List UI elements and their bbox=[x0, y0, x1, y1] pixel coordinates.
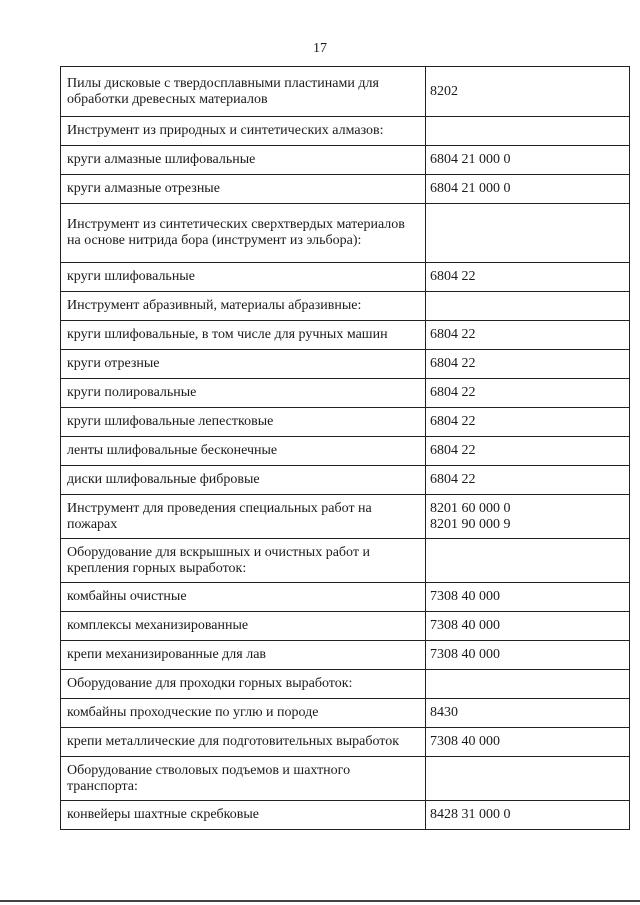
product-name-cell: круги полировальные bbox=[61, 379, 426, 408]
table-row bbox=[61, 204, 630, 263]
goods-table-body bbox=[61, 67, 630, 830]
product-name-cell: диски шлифовальные фибровые bbox=[61, 466, 426, 495]
product-name-cell: круги шлифовальные, в том числе для ручных машин bbox=[61, 321, 426, 350]
tnved-code-cell bbox=[426, 539, 630, 583]
tnved-code-cell: 7308 40 000 bbox=[426, 728, 630, 757]
tnved-code-cell: 8428 31 000 0 bbox=[426, 801, 630, 830]
table-row bbox=[61, 146, 630, 175]
tnved-code-cell: 7308 40 000 bbox=[426, 612, 630, 641]
table-row bbox=[61, 466, 630, 495]
table-row bbox=[61, 699, 630, 728]
table-row bbox=[61, 583, 630, 612]
product-name-cell: Инструмент для проведения специальных работ на пожарах bbox=[61, 495, 426, 539]
product-name-cell: Оборудование для вскрышных и очистных работ и крепления горных выработок: bbox=[61, 539, 426, 583]
table-row bbox=[61, 175, 630, 204]
product-name-cell: комплексы механизированные bbox=[61, 612, 426, 641]
tnved-code-cell: 6804 22 bbox=[426, 350, 630, 379]
tnved-code-cell: 8202 bbox=[426, 67, 630, 117]
tnved-code-cell bbox=[426, 117, 630, 146]
product-name-cell: Инструмент из синтетических сверхтвердых материалов на основе нитрида бора (инструмент из эльбора): bbox=[61, 204, 426, 263]
table-row bbox=[61, 350, 630, 379]
tnved-code-cell: 6804 22 bbox=[426, 263, 630, 292]
page-bottom-edge bbox=[0, 900, 640, 902]
tnved-code-cell: 6804 21 000 0 bbox=[426, 175, 630, 204]
table-row bbox=[61, 67, 630, 117]
tnved-code-cell bbox=[426, 292, 630, 321]
product-name-cell: Инструмент из природных и синтетических алмазов: bbox=[61, 117, 426, 146]
table-row bbox=[61, 408, 630, 437]
table-row bbox=[61, 670, 630, 699]
tnved-code-cell bbox=[426, 670, 630, 699]
table-row bbox=[61, 437, 630, 466]
table-row bbox=[61, 495, 630, 539]
product-name-cell: круги шлифовальные bbox=[61, 263, 426, 292]
table-row bbox=[61, 641, 630, 670]
table-row bbox=[61, 757, 630, 801]
tnved-code-cell bbox=[426, 204, 630, 263]
tnved-code-cell: 6804 22 bbox=[426, 408, 630, 437]
product-name-cell: круги алмазные отрезные bbox=[61, 175, 426, 204]
tnved-code-cell: 6804 22 bbox=[426, 437, 630, 466]
page-number: 17 bbox=[313, 41, 327, 56]
tnved-code-cell: 7308 40 000 bbox=[426, 583, 630, 612]
table-row bbox=[61, 263, 630, 292]
product-name-cell: круги алмазные шлифовальные bbox=[61, 146, 426, 175]
product-name-cell: круги шлифовальные лепестковые bbox=[61, 408, 426, 437]
goods-table bbox=[60, 66, 630, 830]
tnved-code-cell: 6804 22 bbox=[426, 321, 630, 350]
product-name-cell: Оборудование стволовых подъемов и шахтного транспорта: bbox=[61, 757, 426, 801]
table-row bbox=[61, 728, 630, 757]
product-name-cell: круги отрезные bbox=[61, 350, 426, 379]
tnved-code-cell: 6804 21 000 0 bbox=[426, 146, 630, 175]
table-row bbox=[61, 117, 630, 146]
product-name-cell: конвейеры шахтные скребковые bbox=[61, 801, 426, 830]
tnved-code-cell: 8430 bbox=[426, 699, 630, 728]
tnved-code-cell bbox=[426, 757, 630, 801]
product-name-cell: Пилы дисковые с твердосплавными пластинами для обработки древесных материалов bbox=[61, 67, 426, 117]
table-row bbox=[61, 539, 630, 583]
tnved-code-cell: 6804 22 bbox=[426, 379, 630, 408]
table-row bbox=[61, 612, 630, 641]
product-name-cell: комбайны проходческие по углю и породе bbox=[61, 699, 426, 728]
product-name-cell: крепи механизированные для лав bbox=[61, 641, 426, 670]
table-row bbox=[61, 321, 630, 350]
product-name-cell: крепи металлические для подготовительных выработок bbox=[61, 728, 426, 757]
table-row bbox=[61, 801, 630, 830]
table-row bbox=[61, 379, 630, 408]
product-name-cell: комбайны очистные bbox=[61, 583, 426, 612]
tnved-code-cell: 8201 60 000 0 8201 90 000 9 bbox=[426, 495, 630, 539]
product-name-cell: Инструмент абразивный, материалы абразивные: bbox=[61, 292, 426, 321]
product-name-cell: ленты шлифовальные бесконечные bbox=[61, 437, 426, 466]
table-row bbox=[61, 292, 630, 321]
tnved-code-cell: 7308 40 000 bbox=[426, 641, 630, 670]
product-name-cell: Оборудование для проходки горных выработок: bbox=[61, 670, 426, 699]
tnved-code-cell: 6804 22 bbox=[426, 466, 630, 495]
